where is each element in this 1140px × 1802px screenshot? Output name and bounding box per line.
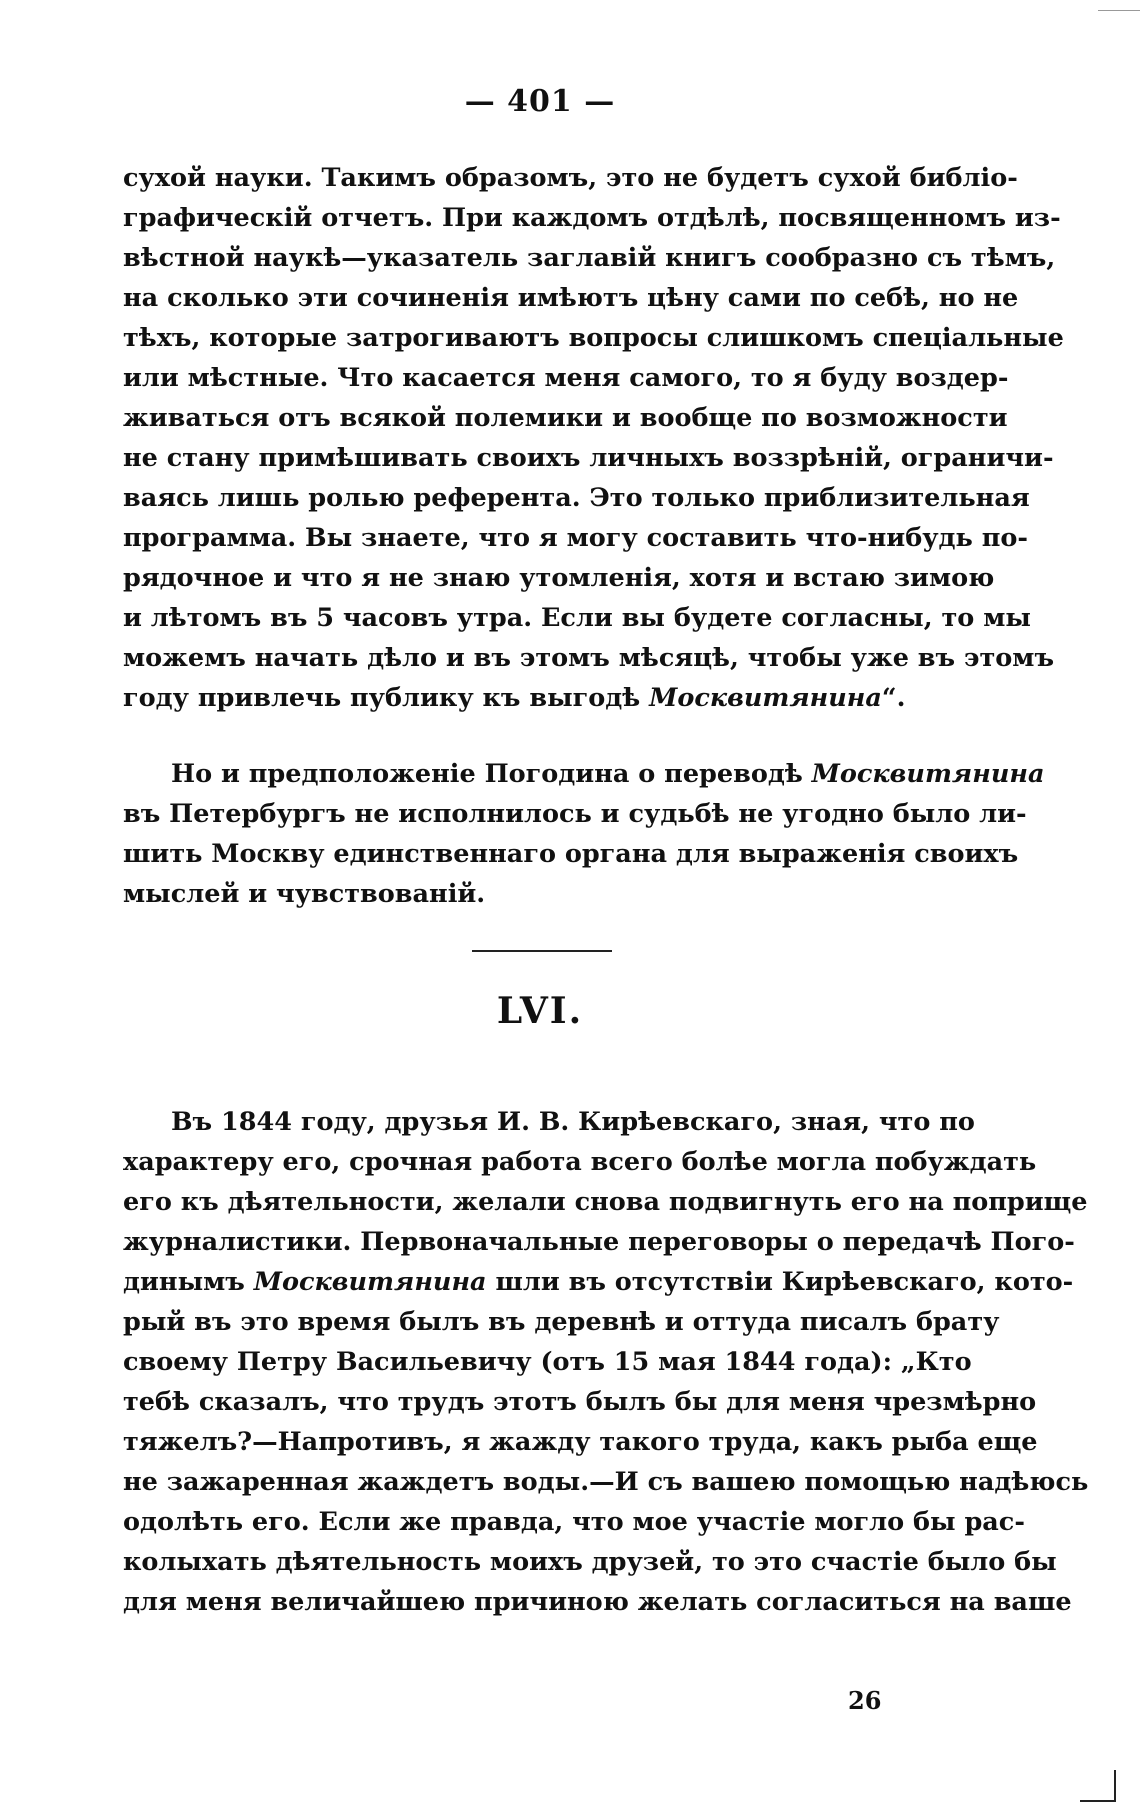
text-line: характеру его, срочная работа всего болѣе могла побуждать — [123, 1147, 1037, 1177]
text-line — [123, 678, 956, 718]
italic-title: Москвитянина — [649, 683, 882, 713]
scan-edge-mark — [1098, 0, 1140, 11]
text-line: въ Петербургъ не исполнилось и судьбѣ не угодно было ли- — [123, 799, 1027, 829]
text-line: тяжелъ?—Напротивъ, я жажду такого труда, какъ рыба еще — [123, 1427, 1038, 1457]
text-fragment: Но и предположеніе Погодина о переводѣ — [171, 759, 812, 789]
text-line: своему Петру Васильевичу (отъ 15 мая 1844 года): „Кто — [123, 1347, 972, 1377]
text-fragment: году привлечь публику къ выгодѣ — [123, 683, 650, 713]
text-fragment: шли въ отсутствіи Кирѣевскаго, кото- — [486, 1267, 1074, 1297]
italic-title: Москвитянина — [253, 1267, 487, 1297]
text-line: не стану примѣшивать своихъ личныхъ воззрѣній, ограничи- — [123, 443, 1054, 473]
printer-signature-mark: 26 — [848, 1686, 882, 1715]
text-line — [123, 754, 1045, 794]
italic-title: Москвитянина — [811, 759, 1045, 789]
text-line: шить Москву единственнаго органа для выраженія своихъ — [123, 839, 1019, 869]
text-line: живаться отъ всякой полемики и вообще по возможности — [123, 403, 1008, 433]
text-line: для меня величайшею причиною желать согласиться на ваше — [123, 1587, 1072, 1617]
text-line: рядочное и что я не знаю утомленія, хотя и встаю зимою — [123, 563, 995, 593]
chapter-title: LVI. — [496, 990, 584, 1032]
text-fragment: “. — [881, 683, 906, 713]
text-line: его къ дѣятельности, желали снова подвигнуть его на поприще — [123, 1187, 1088, 1217]
text-line: и лѣтомъ въ 5 часовъ утра. Если вы будете согласны, то мы — [123, 603, 1031, 633]
text-line: журналистики. Первоначальные переговоры о передачѣ Пого- — [123, 1227, 1075, 1257]
text-line: одолѣть его. Если же правда, что мое участіе могло бы рас- — [123, 1507, 1025, 1537]
text-line: колыхать дѣятельность моихъ друзей, то это счастіе было бы — [123, 1547, 1057, 1577]
text-line: Въ 1844 году, друзья И. В. Кирѣевскаго, зная, что по — [171, 1107, 975, 1137]
text-line: на сколько эти сочиненія имѣютъ цѣну сами по себѣ, но не — [123, 283, 1019, 313]
text-fragment: динымъ — [123, 1267, 254, 1297]
paragraph-continued — [123, 158, 1064, 718]
scan-corner-mark — [1080, 1770, 1116, 1802]
text-line: тебѣ сказалъ, что трудъ этотъ былъ бы для меня чрезмѣрно — [123, 1387, 1037, 1417]
page-number: — 401 — — [464, 84, 616, 119]
text-line: можемъ начать дѣло и въ этомъ мѣсяцѣ, чтобы уже въ этомъ — [123, 643, 1055, 673]
text-line: не зажаренная жаждетъ воды.—И съ вашею помощью надѣюсь — [123, 1467, 1089, 1497]
text-line: мыслей и чувствованій. — [123, 879, 486, 909]
text-line: или мѣстные. Что касается меня самого, то я буду воздер- — [123, 363, 1009, 393]
section-divider — [472, 950, 612, 952]
text-line: программа. Вы знаете, что я могу составить что-нибудь по- — [123, 523, 1028, 553]
paragraph — [123, 754, 1045, 914]
text-line: графическій отчетъ. При каждомъ отдѣлѣ, посвященномъ из- — [123, 203, 1061, 233]
text-line: вѣстной наукѣ—указатель заглавій книгъ сообразно съ тѣмъ, — [123, 243, 1056, 273]
text-line — [123, 1262, 1074, 1302]
text-line: рый въ это время былъ въ деревнѣ и оттуда писалъ брату — [123, 1307, 1000, 1337]
text-line: тѣхъ, которые затрогиваютъ вопросы слишкомъ спеціальные — [123, 323, 1064, 353]
text-line: ваясь лишь ролью референта. Это только приблизительная — [123, 483, 1030, 513]
chapter-paragraph — [123, 1102, 1089, 1622]
text-line: сухой науки. Такимъ образомъ, это не будетъ сухой библіо- — [123, 163, 1018, 193]
